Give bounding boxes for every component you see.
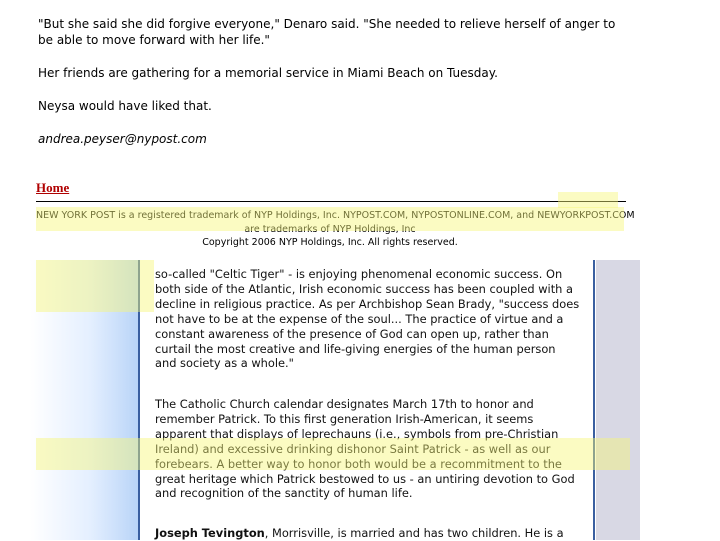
author-bio	[155, 526, 580, 541]
trademark-notice: NEW YORK POST is a registered trademark of NYP Holdings, Inc. NYPOST.COM, NYPOSTONLINE.COM, and NEWYORKPOST.COM	[36, 210, 635, 221]
article-paragraph-patrick: The Catholic Church calendar designates March 17th to honor and remember Patrick. To this first generation Irish-American, it seems apparent that displays of leprechauns (i.e., symbols from pre-Christian Ireland) and excessive drinking dishonor Saint Patrick - as well as our forebears. A better way to honor both would be a recommitment to the great heritage which Patrick bestowed to us - an untiring devotion to God and recognition of the sanctity of human life.	[155, 397, 575, 501]
right-side-panel	[596, 260, 640, 540]
article-top-page	[0, 0, 720, 178]
article-lower-page	[0, 260, 720, 540]
left-gradient-panel	[30, 260, 140, 540]
closing-paragraph: Neysa would have liked that.	[38, 99, 212, 113]
quote-paragraph: "But she said she did forgive everyone," Denaro said. "She needed to relieve herself of anger to be able to move forward with her life."	[38, 17, 616, 47]
article-paragraph-success: so-called "Celtic Tiger" - is enjoying phenomenal economic success. On both side of the Atlantic, Irish economic success has been coupled with a decline in religious practice. As per Archbishop Sean Brady, "success does not have to be at the expense of the soul... The practice of virtue and a constant awareness of the presence of God can open up, rather than curtail the most creative and life-giving energies of the human person and society as a whole."	[155, 267, 580, 371]
memorial-paragraph: Her friends are gathering for a memorial service in Miami Beach on Tuesday.	[38, 66, 498, 80]
right-border	[593, 260, 595, 540]
author-bio-text: , Morrisville, is married and has two children. He is a	[264, 526, 564, 540]
copyright-notice: Copyright 2006 NYP Holdings, Inc. All rights reserved.	[202, 237, 458, 248]
home-link[interactable]: Home	[36, 180, 70, 195]
site-footer	[0, 178, 720, 260]
left-border	[138, 260, 140, 540]
trademark-notice-continued: are trademarks of NYP Holdings, Inc	[244, 224, 416, 235]
footer-divider	[36, 201, 626, 202]
author-email: andrea.peyser@nypost.com	[38, 132, 207, 146]
author-name: Joseph Tevington	[155, 526, 265, 540]
